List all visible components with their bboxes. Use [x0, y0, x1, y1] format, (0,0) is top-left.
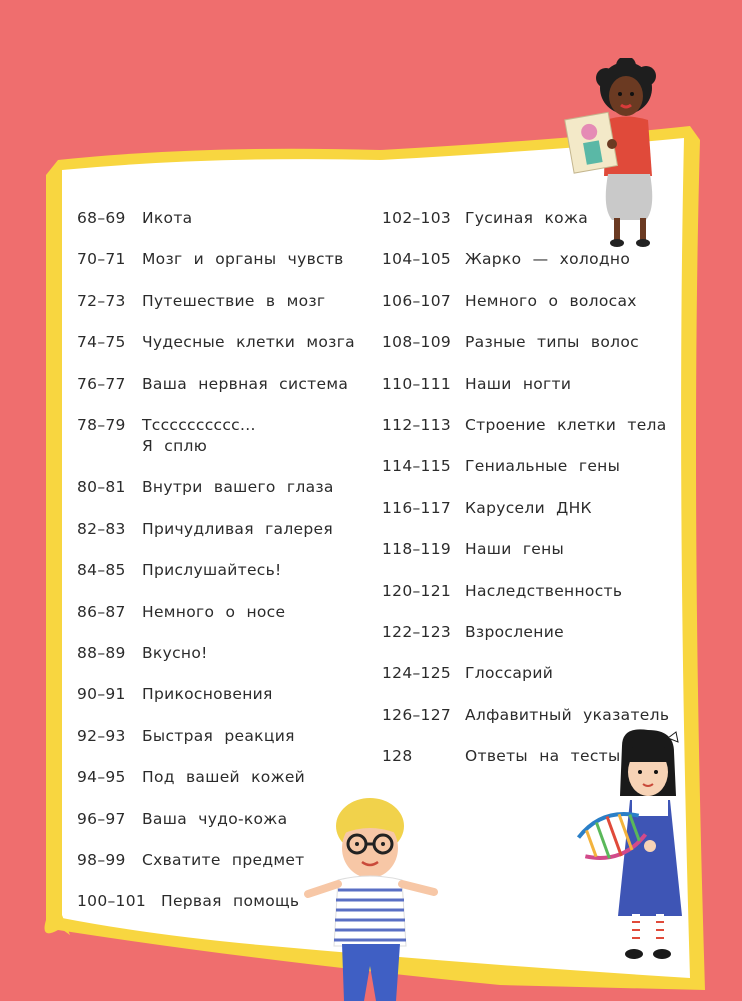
toc-page-range: 88–89	[77, 644, 126, 662]
toc-title: Схватите предмет	[142, 851, 305, 869]
toc-title: Первая помощь	[161, 892, 300, 911]
boy-with-glasses-illustration	[298, 796, 448, 1001]
toc-title: Гусиная кожа	[465, 209, 589, 227]
toc-title: Алфавитный указатель	[465, 705, 670, 724]
toc-title: Глоссарий	[465, 664, 554, 683]
toc-page-range: 94–95	[77, 768, 126, 787]
toc-title: Прислушайтесь!	[142, 561, 282, 580]
toc-title: Наследственность	[465, 581, 623, 600]
toc-page-range: 122–123	[382, 623, 452, 641]
toc-page-range: 128	[382, 747, 413, 766]
toc-title: Ваша нервная система	[142, 374, 349, 393]
toc-title: Прикосновения	[142, 685, 273, 704]
toc-page-range: 98–99	[77, 851, 126, 869]
toc-title: Гениальные гены	[465, 457, 621, 476]
toc-page-range: 118–119	[382, 540, 452, 559]
toc-title: Причудливая галерея	[142, 519, 333, 538]
toc-page-range: 76–77	[77, 374, 126, 393]
toc-page-range: 82–83	[77, 519, 126, 538]
toc-title: Карусели ДНК	[465, 498, 592, 517]
girl-with-drawing-illustration	[560, 58, 680, 250]
toc-title: Вкусно!	[142, 644, 208, 662]
toc-title: Строение клетки тела	[465, 416, 667, 434]
toc-page-range: 84–85	[77, 561, 126, 580]
toc-page-range: 86–87	[77, 602, 126, 621]
toc-page-range: 100–101	[77, 892, 147, 911]
toc-title: Чудесные клетки мозга	[142, 333, 355, 352]
toc-page-range: 72–73	[77, 291, 126, 310]
toc-title: Мозг и органы чувств	[142, 250, 344, 269]
toc-title: Тсссссссссс...	[142, 416, 256, 434]
toc-title: Ваша чудо-кожа	[142, 809, 288, 828]
toc-page-range: 68–69	[77, 209, 126, 227]
toc-page-range: 106–107	[382, 291, 452, 310]
toc-page-range: 78–79	[77, 416, 126, 434]
toc-title: Быстрая реакция	[142, 726, 295, 745]
toc-title: Разные типы волос	[465, 333, 639, 352]
toc-page-range: 74–75	[77, 333, 126, 352]
toc-page-range: 108–109	[382, 333, 452, 352]
toc-page-range: 96–97	[77, 809, 126, 828]
toc-page-range: 126–127	[382, 705, 452, 724]
toc-page-range: 104–105	[382, 250, 452, 269]
toc-page-range: 124–125	[382, 664, 452, 683]
toc-page-range: 102–103	[382, 209, 452, 227]
toc-page-range: 114–115	[382, 457, 452, 476]
toc-title: Взросление	[465, 623, 564, 641]
toc-page-range: 80–81	[77, 478, 126, 497]
toc-page-range: 110–111	[382, 374, 452, 393]
toc-title: Жарко — холодно	[465, 250, 631, 269]
toc-title: Внутри вашего глаза	[142, 478, 334, 497]
toc-title: Немного о волосах	[465, 291, 637, 310]
toc-title: Ответы на тесты	[465, 747, 621, 766]
toc-page-range: 90–91	[77, 685, 126, 704]
toc-page-range: 70–71	[77, 250, 126, 269]
toc-title: Под вашей кожей	[142, 768, 306, 787]
toc-title-line2: Я сплю	[142, 437, 208, 455]
toc-title: Наши гены	[465, 540, 565, 559]
toc-page-range: 120–121	[382, 581, 452, 600]
girl-with-dna-illustration	[572, 726, 702, 966]
toc-page-range: 112–113	[382, 416, 452, 434]
toc-title: Наши ногти	[465, 374, 572, 393]
toc-page-range: 116–117	[382, 498, 452, 517]
toc-title: Немного о носе	[142, 602, 286, 621]
toc-title: Путешествие в мозг	[142, 291, 326, 310]
toc-page-range: 92–93	[77, 726, 126, 745]
toc-title: Икота	[142, 209, 193, 227]
